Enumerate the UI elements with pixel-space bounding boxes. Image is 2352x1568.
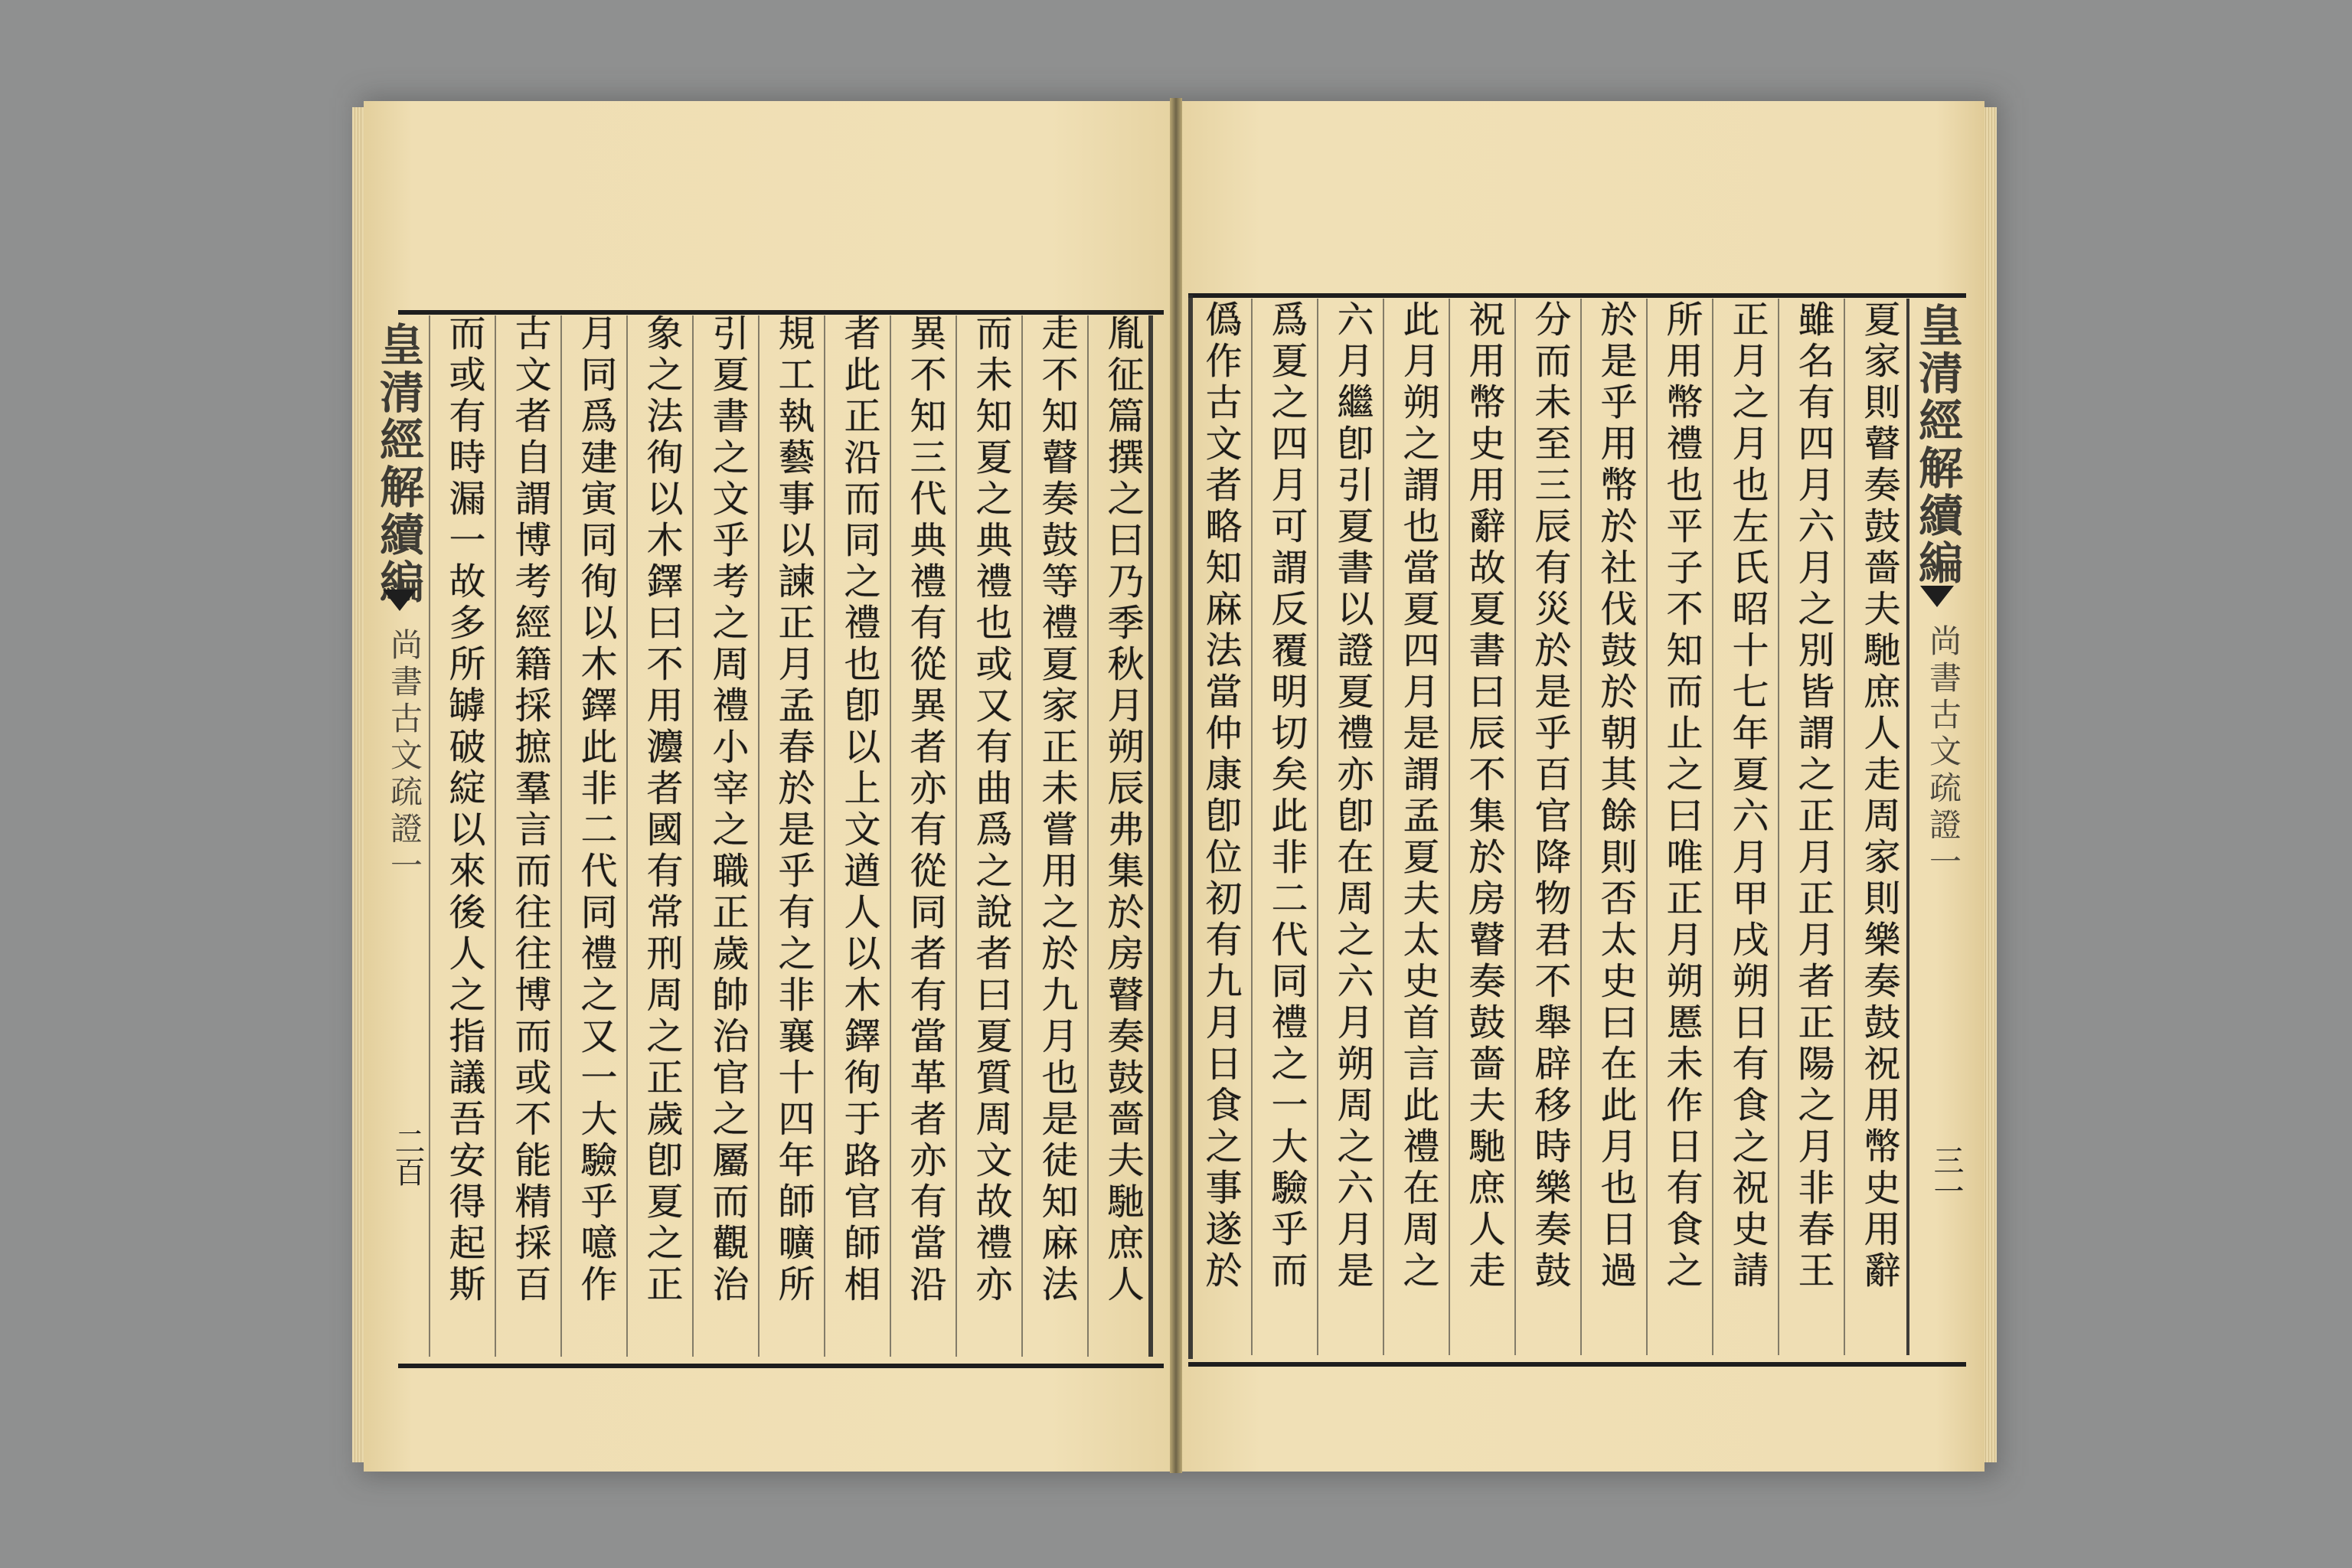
left-column-rule — [429, 315, 430, 1357]
right-fishtail-mark — [1920, 586, 1954, 607]
right-column-11: 僞作古文者略知麻法當仲康卽位初有九月日食之事遂於 — [1199, 300, 1242, 1292]
left-column-rule — [1087, 315, 1089, 1357]
right-column-rule — [1580, 299, 1582, 1355]
right-column-rule — [1844, 299, 1845, 1355]
left-column-7: 引夏書之文乎考之周禮小宰之職正歲帥治官之屬而觀治 — [706, 314, 749, 1306]
right-column-rule — [1514, 299, 1516, 1355]
right-margin-title: 皇清經解續編 — [1911, 302, 1963, 587]
left-folio: 二百 — [390, 1125, 425, 1187]
right-column-8: 此月朔之謂也當夏四月是謂孟夏夫太史首言此禮在周之 — [1396, 300, 1439, 1292]
left-column-11: 而或有時漏一故多所罅破綻以來後人之指議吾安得起斯 — [443, 314, 485, 1306]
right-column-2: 雖名有四月六月之別皆謂之正月正月者正陽之月非春王 — [1792, 300, 1834, 1292]
right-column-rule — [1317, 299, 1318, 1355]
left-column-rule — [1021, 315, 1023, 1357]
right-frame-outer-rule — [1188, 295, 1193, 1359]
left-margin-subtitle: 尚書古文疏證一 — [386, 628, 423, 885]
left-column-4: 異不知三代典禮有從異者亦有從同者有當革者亦有當沿 — [903, 314, 946, 1306]
left-frame-inner-rule — [1148, 315, 1153, 1357]
left-column-2: 走不知瞽奏鼓等禮夏家正未嘗用之於九月也是徒知麻法 — [1035, 314, 1078, 1306]
left-column-rule — [758, 315, 760, 1357]
right-margin-subtitle: 尚書古文疏證一 — [1925, 624, 1962, 881]
left-column-1: 胤征篇撰之曰乃季秋月朔辰弗集於房瞽奏鼓嗇夫馳庶人 — [1101, 314, 1144, 1306]
right-column-6: 分而未至三辰有災於是乎百官降物君不舉辟移時樂奏鼓 — [1528, 300, 1571, 1292]
right-frame-inner-rule — [1906, 299, 1909, 1355]
left-fishtail-mark — [383, 590, 416, 611]
right-column-10: 爲夏之四月可謂反覆明切矣此非二代同禮之一大驗乎而 — [1265, 300, 1308, 1292]
right-column-7: 祝用幣史用辭故夏書曰辰不集於房瞽奏鼓嗇夫馳庶人走 — [1462, 300, 1505, 1292]
right-column-rule — [1449, 299, 1450, 1355]
right-column-1: 夏家則瞽奏鼓嗇夫馳庶人走周家則樂奏鼓祝用幣史用辭 — [1857, 300, 1900, 1292]
right-column-5: 於是乎用幣於社伐鼓於朝其餘則否太史曰在此月也日過 — [1594, 300, 1637, 1292]
left-column-rule — [692, 315, 694, 1357]
left-column-5: 者此正沿而同之禮也卽以上文遒人以木鐸徇于路官師相 — [838, 314, 880, 1306]
left-column-rule — [626, 315, 628, 1357]
right-column-rule — [1712, 299, 1713, 1355]
left-column-rule — [890, 315, 891, 1357]
left-column-10: 古文者自謂博考經籍採摭羣言而往往博而或不能精採百 — [508, 314, 551, 1306]
left-column-rule — [956, 315, 957, 1357]
book-gutter — [1170, 98, 1182, 1473]
left-column-3: 而未知夏之典禮也或又有曲爲之說者曰夏質周文故禮亦 — [969, 314, 1012, 1306]
right-column-3: 正月之月也左氏昭十七年夏六月甲戌朔日有食之祝史請 — [1726, 300, 1769, 1292]
left-margin-title: 皇清經解續編 — [372, 322, 424, 606]
left-column-8: 象之法徇以木鐸曰不用灋者國有常刑周之正歲卽夏之正 — [640, 314, 683, 1306]
right-column-rule — [1251, 299, 1253, 1355]
right-column-rule — [1383, 299, 1384, 1355]
left-column-6: 規工執藝事以諫正月孟春於是乎有之非襄十四年師曠所 — [772, 314, 815, 1306]
left-column-9: 月同爲建寅同徇以木鐸此非二代同禮之又一大驗乎噫作 — [574, 314, 617, 1306]
left-column-rule — [560, 315, 562, 1357]
right-folio: 三一 — [1929, 1145, 1964, 1206]
right-column-rule — [1778, 299, 1779, 1355]
right-column-4: 所用幣禮也平子不知而止之曰唯正月朔慝未作日有食之 — [1660, 300, 1703, 1292]
right-column-9: 六月繼卽引夏書以證夏禮亦卽在周之六月朔周之六月是 — [1331, 300, 1374, 1292]
left-column-rule — [495, 315, 496, 1357]
left-column-rule — [824, 315, 825, 1357]
right-column-rule — [1646, 299, 1648, 1355]
